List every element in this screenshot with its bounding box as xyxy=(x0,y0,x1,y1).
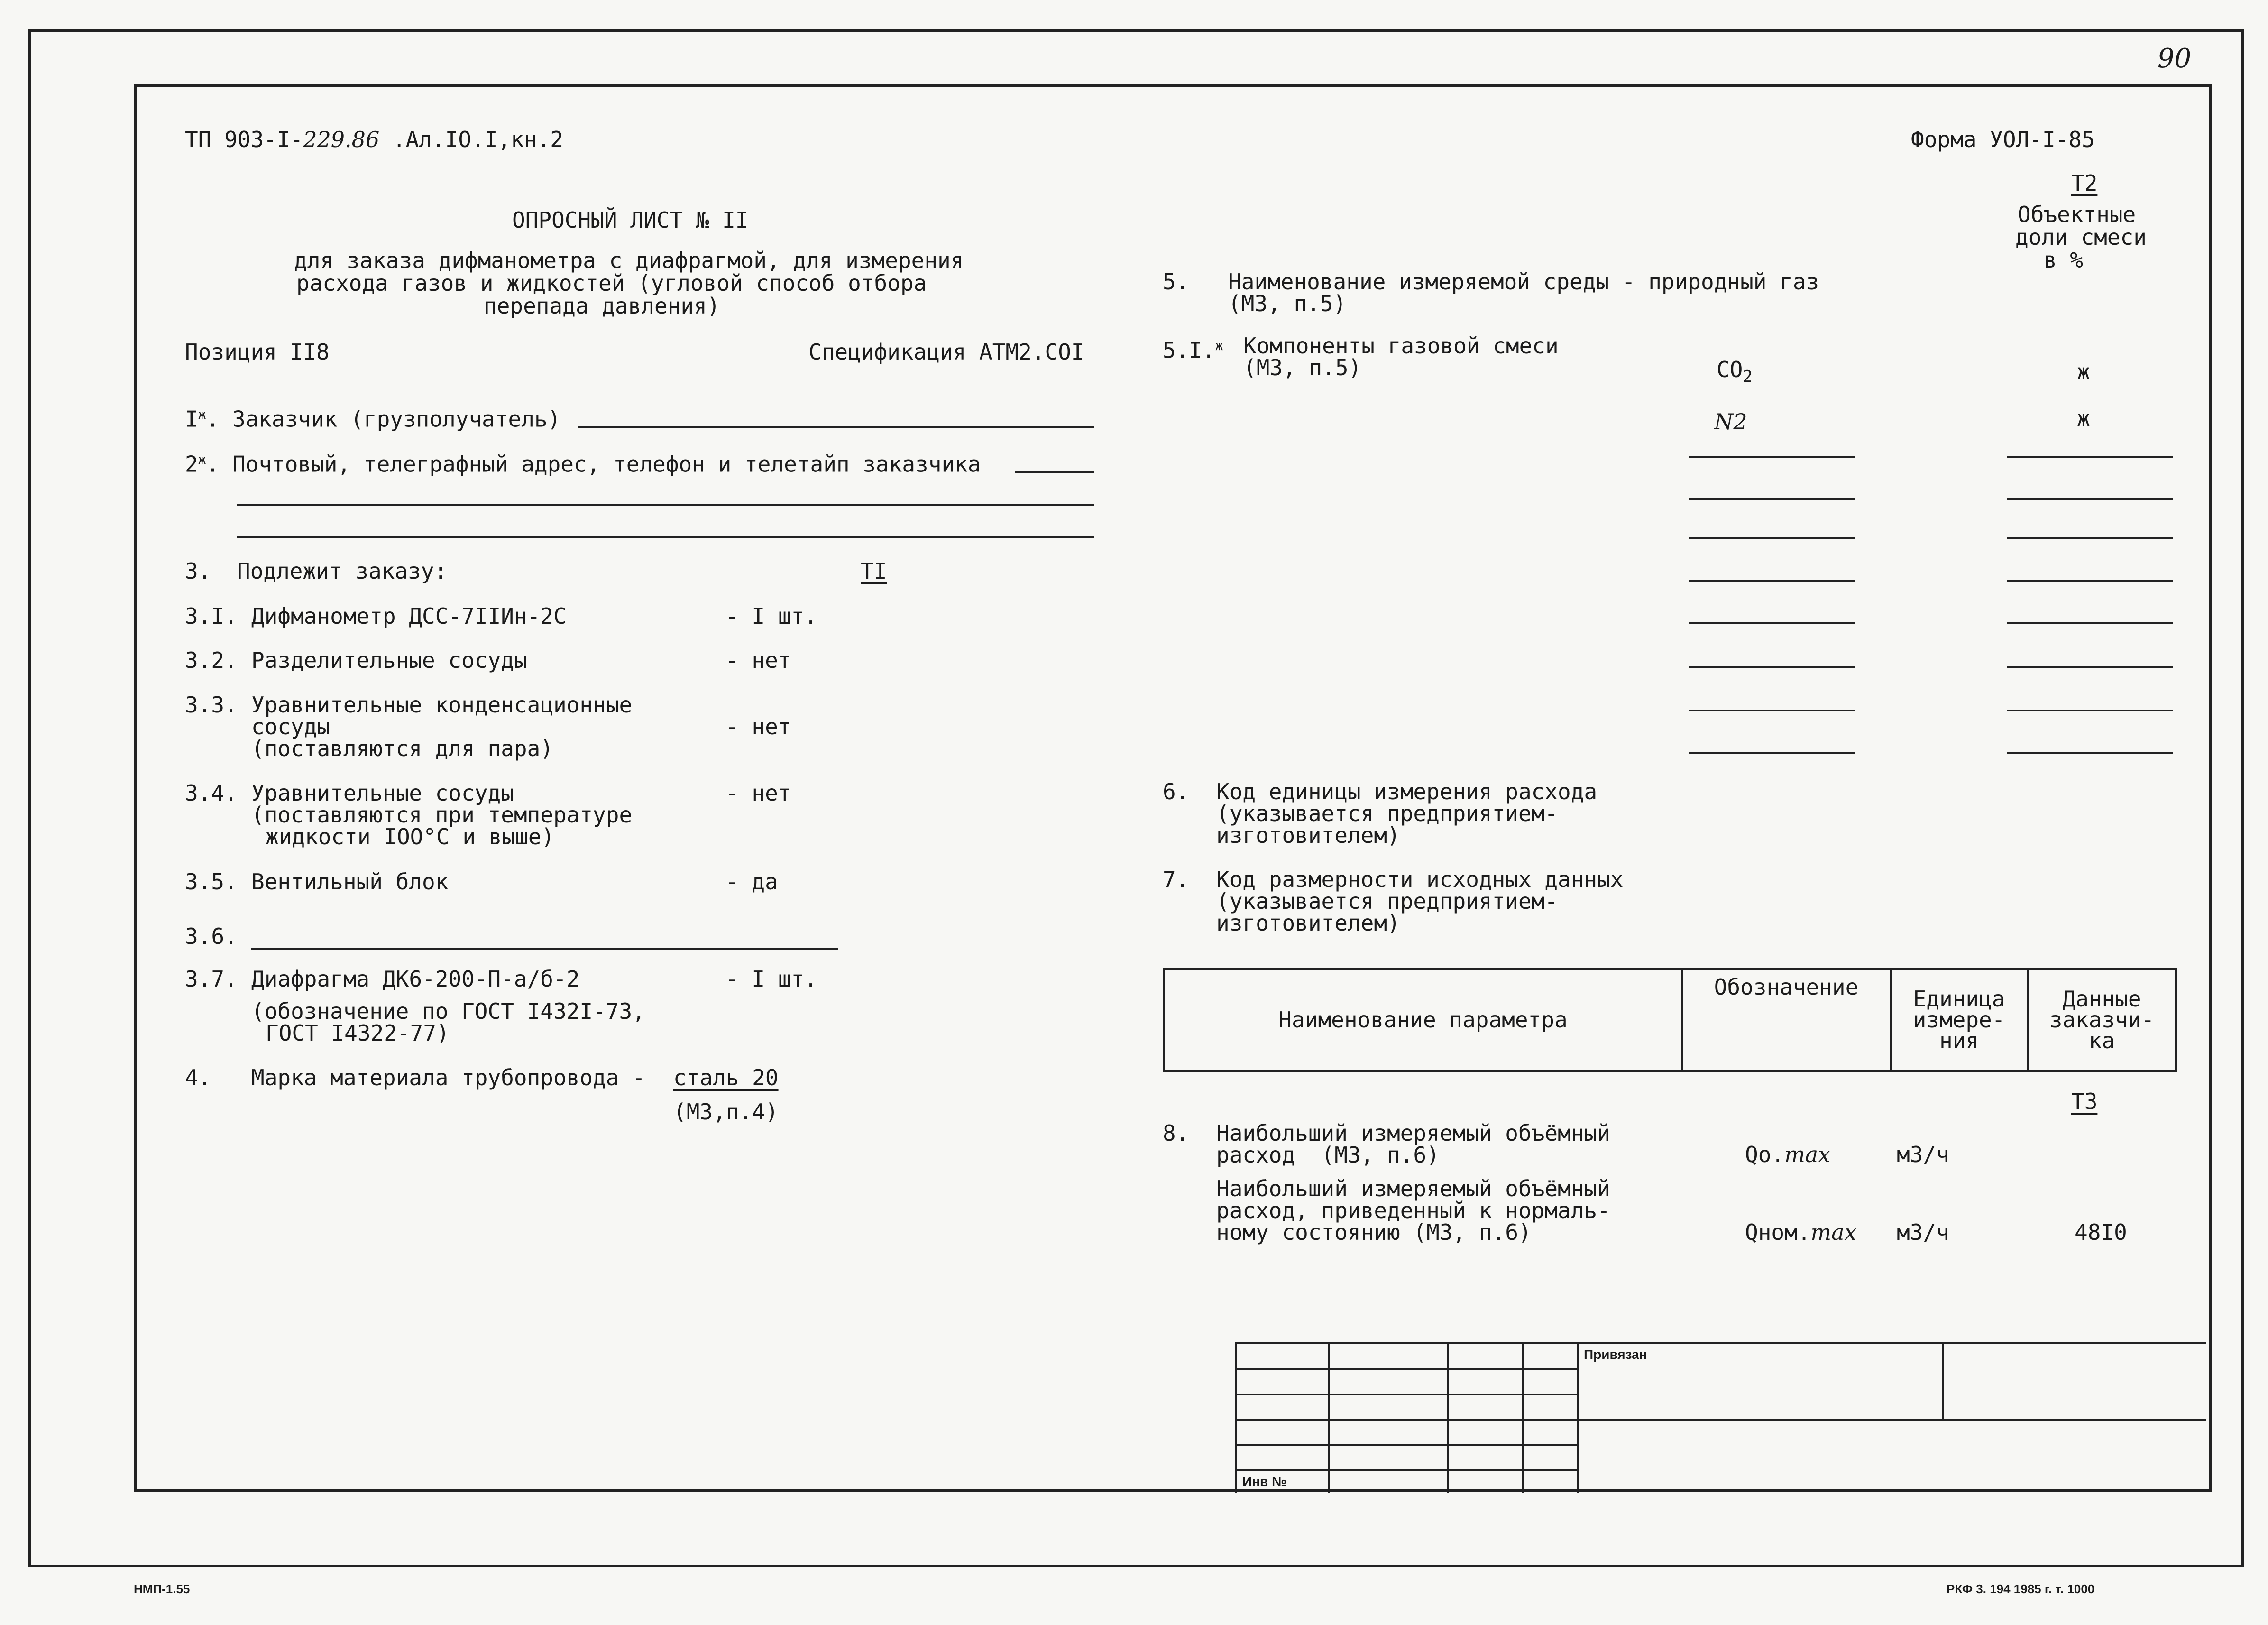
item-5-1-number xyxy=(1163,334,1223,361)
item-8b-symbol-handwritten: max xyxy=(1810,1219,1857,1245)
item-3-4-line-2: (поставляются при температуре xyxy=(251,802,633,828)
item-7-line-1: Код размерности исходных данных xyxy=(1216,867,1624,892)
item-8a-symbol xyxy=(1745,1143,1830,1166)
col-unit-line-2: измере- xyxy=(1913,1007,2005,1033)
table-2-mark: T2 xyxy=(2071,170,2098,196)
fractions-label-3: в % xyxy=(2044,247,2084,273)
component-fill-line xyxy=(1689,752,1855,754)
document-code-prefix: ТП 903-I- xyxy=(185,127,303,152)
item-3-2-value: - нет xyxy=(725,647,791,673)
item-4-label: Марка материала трубопровода - xyxy=(251,1065,645,1090)
item-3-3-line-1: Уравнительные конденсационные xyxy=(251,692,633,718)
page-number: 90 xyxy=(2158,43,2192,74)
item-7-line-2: (указывается предприятием- xyxy=(1216,888,1558,914)
col-customer-data-line-1: Данные xyxy=(2062,986,2141,1012)
item-3-7-line-3: ГОСТ I4322-77) xyxy=(266,1020,450,1046)
component-co2-text: CO xyxy=(1717,357,1743,382)
component-fill-line xyxy=(1689,498,1855,500)
item-5-1-line-2: (М3, п.5) xyxy=(1243,355,1362,380)
item-2-label: . Почтовый, телеграфный адрес, телефон и телетайп заказчика xyxy=(206,451,981,477)
stamp-row-line-3 xyxy=(1235,1419,2206,1421)
stamp-col-line-5 xyxy=(1942,1342,1944,1421)
item-4-value: сталь 20 xyxy=(673,1065,779,1090)
stamp-row-line-1 xyxy=(1235,1368,1577,1370)
item-7-number: 7. xyxy=(1163,867,1189,892)
component-fill-line xyxy=(1689,666,1855,668)
item-3-5-value: - да xyxy=(725,869,778,895)
item-2 xyxy=(185,448,981,475)
form-code: Форма УОЛ-I-85 xyxy=(1911,127,2095,152)
item-8b-symbol xyxy=(1745,1221,1856,1244)
item-1 xyxy=(185,403,560,430)
item-7-line-3: изготовителем) xyxy=(1216,910,1400,936)
item-3-6-number: 3.6. xyxy=(185,923,238,949)
item-8b-line-1: Наибольший измеряемый объёмный xyxy=(1216,1176,1610,1201)
component-fill-line xyxy=(1689,622,1855,624)
stamp-row-line-5 xyxy=(1235,1469,1577,1471)
title-line-3: перепада давления) xyxy=(484,293,720,319)
item-8a-symbol-handwritten: max xyxy=(1784,1142,1831,1167)
item-8a-unit: м3/ч xyxy=(1897,1142,1949,1167)
item-1-label: . Заказчик (грузполучатель) xyxy=(206,406,561,432)
item-3-6-fill-line xyxy=(251,948,838,950)
item-8b-value: 48I0 xyxy=(2075,1219,2127,1245)
item-1-star: ж xyxy=(198,406,206,422)
item-3-7-line-2: (обозначение по ГОСТ I432I-73, xyxy=(251,998,645,1024)
col-customer-data xyxy=(2029,970,2175,1070)
item-3-7-number: 3.7. xyxy=(185,966,238,992)
col-unit xyxy=(1892,970,2029,1070)
item-1-number: I xyxy=(185,406,198,432)
stamp-row-line-4 xyxy=(1235,1444,1577,1446)
item-3-4-line-3: жидкости IOO°С и выше) xyxy=(266,824,555,849)
component-n2: N2 xyxy=(1714,409,1747,434)
component-fill-line xyxy=(2007,456,2173,458)
col-parameter-name: Наименование параметра xyxy=(1165,970,1683,1070)
component-fill-line xyxy=(2007,580,2173,582)
item-3-7-line-1: Диафрагма ДК6-200-П-а/б-2 xyxy=(251,966,580,992)
item-3-1-label: Дифманометр ДСС-7IIИн-2С xyxy=(251,603,567,629)
col-customer-data-line-2: заказчи- xyxy=(2049,1007,2155,1033)
component-co2-subscript: 2 xyxy=(1743,367,1753,387)
component-fill-line xyxy=(2007,710,2173,711)
item-8a-line-2: расход (М3, п.6) xyxy=(1216,1142,1440,1168)
item-3-number: 3. xyxy=(185,558,211,584)
item-3-7-value: - I шт. xyxy=(725,966,817,992)
specification: Спецификация АТМ2.СОI xyxy=(808,339,1084,365)
page-title: ОПРОСНЫЙ ЛИСТ № II xyxy=(512,207,749,233)
item-6-number: 6. xyxy=(1163,779,1189,804)
item-5-1-number-text: 5.I. xyxy=(1163,337,1215,363)
item-4-reference: (М3,п.4) xyxy=(673,1099,779,1125)
item-3-1-value: - I шт. xyxy=(725,603,817,629)
fractions-label-2: доли смеси xyxy=(2015,224,2147,250)
component-fill-line xyxy=(2007,752,2173,754)
item-2-star: ж xyxy=(198,452,206,467)
component-fill-line xyxy=(2007,537,2173,539)
component-fill-line xyxy=(2007,498,2173,500)
item-6-line-2: (указывается предприятием- xyxy=(1216,801,1558,826)
position: Позиция II8 xyxy=(185,339,330,365)
col-unit-line-1: Единица xyxy=(1913,986,2005,1012)
component-co2-mark: ж xyxy=(2077,359,2090,385)
col-unit-line-3: ния xyxy=(1939,1028,1979,1053)
title-line-2: расхода газов и жидкостей (угловой способ отбора xyxy=(296,270,927,296)
component-co2 xyxy=(1717,358,1753,388)
item-8b-symbol-text: Qном. xyxy=(1745,1219,1811,1245)
document-code-handwritten: 229.86 xyxy=(303,127,380,152)
item-3-1-number: 3.I. xyxy=(185,603,238,629)
item-3-2-number: 3.2. xyxy=(185,647,238,673)
stamp-inventory-label: Инв № xyxy=(1242,1474,1287,1489)
table-3-mark: T3 xyxy=(2071,1089,2098,1114)
item-5-line-2: (М3, п.5) xyxy=(1228,291,1347,316)
item-2-fill-line-1 xyxy=(1015,471,1094,473)
document-code xyxy=(185,128,563,151)
item-3-5-number: 3.5. xyxy=(185,869,238,895)
component-fill-line xyxy=(1689,456,1855,458)
title-line-1: для заказа дифманометра с диафрагмой, для измерения xyxy=(294,248,964,273)
col-designation: Обозначение xyxy=(1683,970,1892,1070)
item-8a-line-1: Наибольший измеряемый объёмный xyxy=(1216,1120,1610,1146)
item-8a-symbol-text: Qo. xyxy=(1745,1142,1785,1167)
item-6-line-1: Код единицы измерения расхода xyxy=(1216,779,1598,804)
component-fill-line xyxy=(1689,710,1855,711)
item-3-4-value: - нет xyxy=(725,780,791,806)
component-fill-line xyxy=(2007,622,2173,624)
item-3-mark: TI xyxy=(861,558,887,584)
item-4-number: 4. xyxy=(185,1065,211,1090)
item-2-fill-line-2 xyxy=(237,504,1094,506)
item-3-4-line-1: Уравнительные сосуды xyxy=(251,780,514,806)
item-1-fill-line xyxy=(578,426,1094,428)
item-2-number: 2 xyxy=(185,451,198,477)
parameter-table-header xyxy=(1163,968,2177,1072)
footer-left: НМП-1.55 xyxy=(134,1582,190,1596)
item-5-line-1: Наименование измеряемой среды - природный газ xyxy=(1228,269,1819,295)
item-3-3-line-2: сосуды xyxy=(251,714,331,739)
component-fill-line xyxy=(1689,580,1855,582)
item-8b-line-3: ному состоянию (М3, п.6) xyxy=(1216,1219,1532,1245)
item-3-5-label: Вентильный блок xyxy=(251,869,449,895)
col-customer-data-line-3: ка xyxy=(2088,1028,2115,1053)
item-2-fill-line-3 xyxy=(237,536,1094,538)
item-3-3-value: - нет xyxy=(725,714,791,739)
component-n2-mark: ж xyxy=(2077,406,2090,431)
item-8b-line-2: расход, приведенный к нормаль- xyxy=(1216,1198,1610,1223)
item-3-3-number: 3.3. xyxy=(185,692,238,718)
item-5-1-line-1: Компоненты газовой смеси xyxy=(1243,333,1559,359)
footer-right: РКФ 3. 194 1985 г. т. 1000 xyxy=(1947,1582,2095,1596)
item-5-number: 5. xyxy=(1163,269,1189,295)
item-3-4-number: 3.4. xyxy=(185,780,238,806)
item-6-line-3: изготовителем) xyxy=(1216,822,1400,848)
fractions-label-1: Объектные xyxy=(2018,202,2136,227)
item-8b-unit: м3/ч xyxy=(1897,1219,1949,1245)
stamp-col-line-4 xyxy=(1577,1342,1579,1493)
stamp-top-line xyxy=(1235,1342,2206,1344)
stamp-linked-label: Привязан xyxy=(1584,1347,1647,1362)
component-fill-line xyxy=(2007,666,2173,668)
item-5-1-star: ж xyxy=(1215,338,1223,353)
stamp-row-line-2 xyxy=(1235,1394,1577,1395)
item-3-2-label: Разделительные сосуды xyxy=(251,647,527,673)
component-fill-line xyxy=(1689,537,1855,539)
document-code-suffix: .Ал.IO.I,кн.2 xyxy=(392,127,563,152)
item-3-label: Подлежит заказу: xyxy=(237,558,448,584)
item-8-number: 8. xyxy=(1163,1120,1189,1146)
item-3-3-line-3: (поставляются для пара) xyxy=(251,736,553,761)
